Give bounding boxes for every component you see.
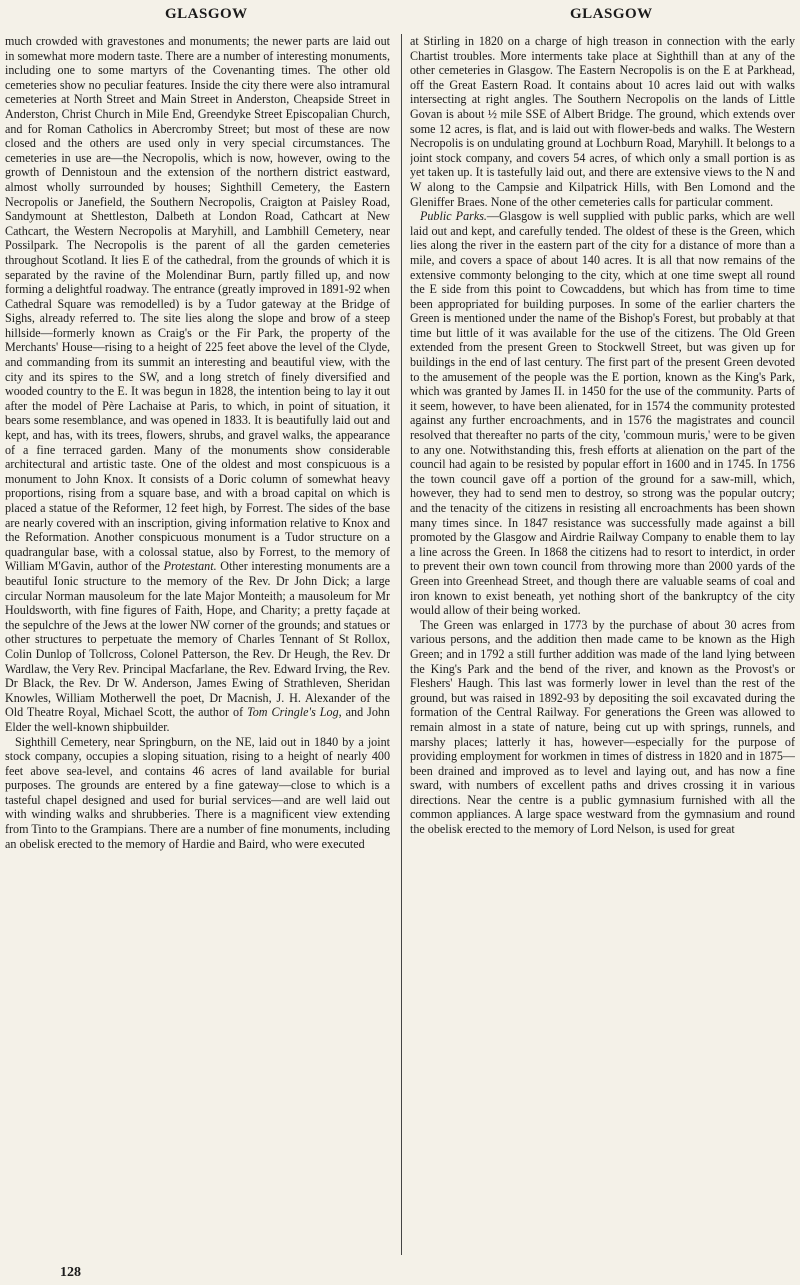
- running-header: [0, 6, 800, 28]
- page-number: 128: [60, 1265, 81, 1280]
- left-paragraph-2: Sighthill Cemetery, near Springburn, on the NE, laid out in 1840 by a joint stock company, occupies a sloping situation, rising to a height of nearly 400 feet above sea-level, and contains 46 acres of land available for burial purposes. The grounds are entered by a fine gateway—close to which is a tasteful chapel designed and used for burial services—and are well laid out with winding walks and shrubberies. There is a magnificent view extending from Tinto to the Grampians. There are a number of fine monuments, including an obelisk erected to the memory of Hardie and Baird, who were executed: [5, 734, 390, 851]
- right-paragraph-3: The Green was enlarged in 1773 by the purchase of about 30 acres from various persons, and the addition then made came to be known as the High Green; and in 1792 a still further addition was made of the land lying between the King's Park and the bend of the river, and known as the Provost's or Fleshers' Haugh. This last was formerly lower in level than the rest of the ground, but was raised in 1892-93 by depositing the soil excavated during the formation of the Central Railway. For generations the Green was allowed to remain almost in a state of nature, being cut up with springs, runnels, and marshy places; latterly it has, however—especially for the purpose of providing employment for workmen in times of distress in 1820 and in 1875—been drained and improved as to level and laying out, and has now a fine sward, with numbers of excellent paths and drives crossing it in various directions. Near the centre is a public gymnasium furnished with all the common appliances. A large space westward from the gymnasium and round the obelisk erected to the memory of Lord Nelson, is used for great: [410, 617, 795, 837]
- right-column: [410, 34, 795, 1265]
- left-paragraph-1: [5, 34, 390, 735]
- left-text-3: and John Elder the well-known shipbuilder.: [5, 705, 390, 734]
- left-text-1: much crowded with gravestones and monuments; the newer parts are laid out in somewhat more modern taste. There are a number of interesting monuments, including one to some martyrs of the Covenanting times. The other old cemeteries show no peculiar features. Inside the city there were also intramural cemeteries at North Street and Main Street in Anderston, Cheapside Street in Anderston, Christ Church in Mile End, Greendyke Street Episcopalian Church, and for Roman Catholics in Abercromby Street; but most of these are now closed and the others are used only in very special circumstances. The cemeteries in use are—the Necropolis, which is now, however, owing to the growth of Dennistoun and the extension of the northern district eastward, almost wholly surrounded by houses; Sighthill Cemetery, the Eastern Necropolis or Janefield, the Southern Necropolis, Craigton at Paisley Road, Sandymount at Shettleston, Dalbeth at London Road, Cathcart at New Cathcart, the Western Necropolis at Maryhill, and Lambhill Cemetery, near Possilpark. The Necropolis is the parent of all the garden cemeteries throughout Scotland. It lies E of the cathedral, from the grounds of which it is separated by the ravine of the Molendinar Burn, partly filled up, and now forming a delightful roadway. The entrance (greatly improved in 1891-92 when Cathedral Square was remodelled) is by a Tudor gateway at the Bridge of Sighs, already referred to. The site lies along the slope and brow of a steep hillside—formerly known as Craig's or the Fir Park, the property of the Merchants' House—rising to a height of 225 feet above the level of the Clyde, and commanding from its summit an interesting and beautiful view, with the city and its spires to the SW, and a long stretch of finely diversified and wooded country to the E. It was begun in 1828, the intention being to lay it out after the model of Père Lachaise at Paris, to which, in point of situation, it bears some resemblance, and was opened in 1833. It is beautifully laid out and kept, and has, with its trees, flowers, shrubs, and gravel walks, the appearance of a fine terraced garden. Many of the monuments show considerable architectural and artistic taste. One of the oldest and most conspicuous is a monument to John Knox. It consists of a Doric column of somewhat heavy proportions, rising from a square base, and with a broad capital on which is placed a statue of the Reformer, 12 feet high, by Forrest. The sides of the base are nearly covered with an inscription, giving information relative to Knox and the Reformation. Another conspicuous monument is a Tudor structure on a quadrangular base, with a colossal statue, also by Forrest, to the memory of William M'Gavin, author of the: [5, 34, 390, 574]
- left-column: [5, 34, 390, 1265]
- left-italic-protestant: Protestant.: [163, 559, 217, 574]
- left-italic-tom-cringle: Tom Cringle's Log,: [247, 705, 342, 720]
- header-title-right: GLASGOW: [570, 6, 653, 22]
- header-title-left: GLASGOW: [165, 6, 248, 22]
- left-text-2: Other interesting monuments are a beautiful Ionic structure to the memory of the Rev. Dr John Dick; a large circular Norman mausoleum for the late Major Monteith; a mausoleum for Mr Houldsworth, with fine figures of Faith, Hope, and Charity; a pretty façade at the sepulchre of the Jews at the lower NW corner of the grounds; and statues or other structures to perpetuate the memory of Charles Tennant of St Rollox, Colin Dunlop of Tollcross, Colonel Patterson, the Rev. Dr Heugh, the Rev. Dr Wardlaw, the Very Rev. Principal Macfarlane, the Rev. Edward Irving, the Rev. Dr Black, the Rev. Dr W. Anderson, James Ewing of Strathleven, Sheridan Knowles, William Motherwell the poet, Dr Macnish, J. H. Alexander of the Old Theatre Royal, Michael Scott, the author of: [5, 559, 390, 720]
- right-text-2: —Glasgow is well supplied with public parks, which are well laid out and kept, and carefully tended. The oldest of these is the Green, which lies along the river in the eastern part of the city for a distance of more than a mile, and covers a space of about 140 acres. It is all that now remains of the extensive commonty belonging to the city, which at one time swept all round the E side from this point to Cowcaddens, but which has from time to time been appropriated for building purposes. In some of the earlier charters the Green is mentioned under the name of the Bishop's Forest, but probably at that time but little of it was available for the use of the citizens. The Old Green extended from the present Green to Stockwell Street, but was given up for buildings in the end of last century. The first part of the present Green devoted to the amusement of the people was the E portion, known as the King's Park, which was granted by James II. in 1450 for the use of the community. Parts of it seem, however, to have been alienated, for in 1574 the community protested against any further encroachments, and in 1576 the magistrates and council resolved that thereafter no parts of the city, 'commoun muris,' were to be given to any one. Notwithstanding this, fresh efforts at alienation on the part of the council had again to be resisted by popular effort in 1600 and in 1745. In 1756 the town council gave off a portion of the ground for a saw-mill, which, however, they had to send men to destroy, so strong was the popular outcry; and the tenacity of the citizens in resisting all encroachments has been shown many times since. In 1847 resistance was successfully made against a bill promoted by the Glasgow and Airdrie Railway Company to enable them to lay a line across the Green. In 1868 the citizens had to resort to interdict, in order to prevent their own town council from throwing more than 2000 yards of the Green into Greenhead Street, and though there are valuable seams of coal and iron known to exist beneath, yet nothing short of the bankruptcy of the city would allow of their being worked.: [410, 209, 795, 618]
- right-paragraph-2: [410, 209, 795, 618]
- right-italic-public-parks: Public Parks.: [420, 209, 487, 224]
- right-paragraph-1: at Stirling in 1820 on a charge of high treason in connection with the early Chartist troubles. More interments take place at Sighthill than at any of the other cemeteries in Glasgow. The Eastern Necropolis is on the E at Parkhead, off the Great Eastern Road. It contains about 10 acres laid out with walks intersecting at right angles. The Southern Necropolis on the lands of Little Govan is about ½ mile SSE of Albert Bridge. The ground, which extends over some 12 acres, is flat, and is laid out with flower-beds and walks. The Western Necropolis is on undulating ground at Lochburn Road, Maryhill. It belongs to a joint stock company, and covers 54 acres, of which only a small portion is as yet taken up. It is tastefully laid out, and there are extensive views to the N and W along to the Campsie and Kilpatrick Hills, with Ben Lomond and the Gleniffer Braes. None of the other cemeteries calls for particular comment.: [410, 34, 795, 209]
- column-divider: [401, 34, 402, 1255]
